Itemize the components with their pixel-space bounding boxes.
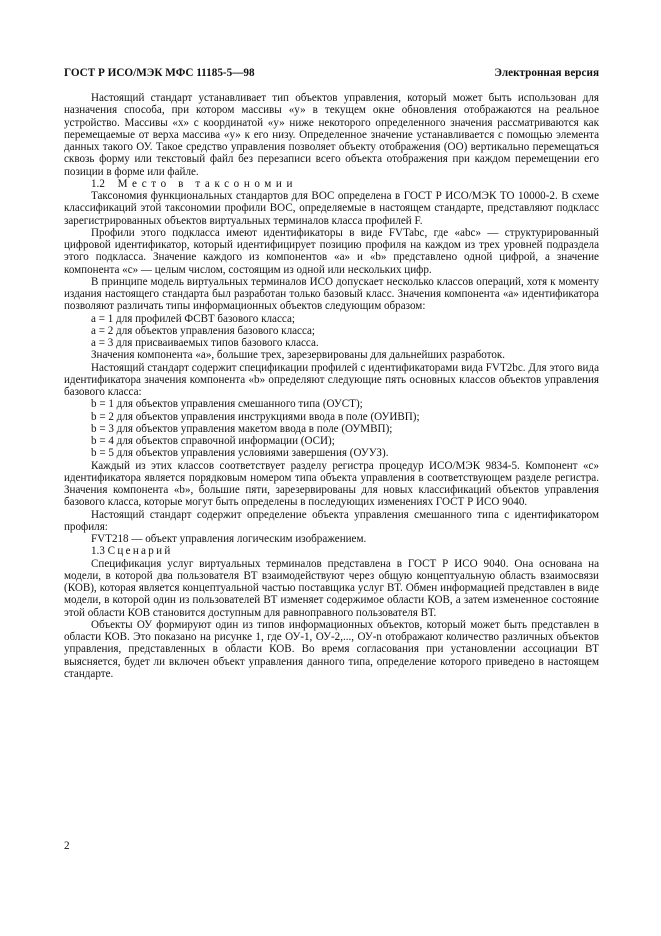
document-id: ГОСТ Р ИСО/МЭК МФС 11185-5—98 — [64, 67, 255, 79]
paragraph-taxonomy: Таксономия функциональных стандартов для ВОС определена в ГОСТ Р ИСО/МЭК ТО 10000-2. В схеме классификаций этой таксономии профили ВОС, определяемые в настоящем стандарте, представляют подкласс зарегистрированных объектов виртуальных терминалов класса профилей F. — [64, 190, 599, 227]
section-heading-1-3 — [64, 545, 599, 557]
section-title: Место в таксономии — [117, 177, 297, 190]
version-label: Электронная версия — [494, 67, 599, 79]
list-item-b4: b = 4 для объектов справочной информации (ОСИ); — [91, 435, 335, 447]
page-header — [64, 67, 599, 83]
paragraph-classes: В принципе модель виртуальных терминалов ИСО допускает несколько классов операций, хотя к моменту издания настоящего стандарта был разработан только базовый класс. Значения компонента «а» идентификатора позволяют различать типы информационных объектов следующим образом: — [64, 275, 599, 313]
paragraph-fvt2bc: Настоящий стандарт содержит спецификации профилей с идентификаторами вида FVT2bc. Для этого вида идентификатора значения компонента «b» определяют следующие пять основных классов объектов управления базового класса: — [64, 361, 599, 398]
section-title: Сценарий — [107, 545, 173, 558]
paragraph-intro: Настоящий стандарт устанавливает тип объектов управления, который может быть использован для назначения способа, при котором массивы «у» в текущем окне обновления отображаются на реальное устройство. Массивы «х» с координатой «у» ниже некоторого определенного значения рассматриваются как перемещаемые от верха массива «у» к его низу. Определенное значение устанавливается с помощью элемента данных такого ОУ. Такое средство управления позволяет объекту отображения (ОО) вертикально перемещаться сквозь форму или текстовый файл без перезаписи всего объекта отображения при каждом перемещении его позиции в форме или файле. — [64, 92, 599, 178]
list-item-b5: b = 5 для объектов управления условиями завершения (ОУУЗ). — [91, 447, 389, 460]
list-item-b1: b = 1 для объектов управления смешанного типа (ОУСТ); — [91, 398, 363, 411]
list-item-fvt218: FVT218 — объект управления логическим изображением. — [91, 533, 367, 545]
paragraph-objects: Объекты ОУ формируют один из типов информационных объектов, который может быть представлен в области КОВ. Это показано на рисунке 1, где ОУ-1, ОУ-2,..., ОУ-n отображают количество различных объектов управления, представленных в области КОВ. Во время согласования при установлении ассоциации ВТ выясняется, будет ли включен объект управления данного типа, определение которого приведено в настоящем стандарте. — [64, 618, 599, 680]
list-item-a3: а = 3 для присваиваемых типов базового класса. — [91, 337, 319, 349]
paragraph-identifiers: Профили этого подкласса имеют идентификаторы в виде FVTabc, где «abc» — структурированный цифровой идентификатор, который идентифицирует позицию профиля на каждом из трех уровней подраздела этого подкласса. Значение каждого из компонентов «а» и «b» представлено одной цифрой, а значение компонента «с» — целым числом, состоящим из одной или нескольких цифр. — [64, 226, 599, 276]
list-item-a1: а = 1 для профилей ФСВТ базового класса; — [91, 312, 295, 325]
paragraph-scenario: Спецификация услуг виртуальных терминалов представлена в ГОСТ Р ИСО 9040. Она основана на модели, в которой два пользователя ВТ взаимодействуют через общую концептуальную область взаимосвязи (КОВ), которая является концептуальной частью поставщика услуг ВТ. Обмен информацией представлен в виде модели, в которой один из пользователей ВТ изменяет содержимое области КОВ, а затем измененное состояние этой области КОВ становится доступным для равноправного пользователя ВТ. — [64, 557, 599, 619]
section-heading-1-2 — [64, 178, 599, 190]
paragraph-definition: Настоящий стандарт содержит определение объекта управления смешанного типа с идентификатором профиля: — [64, 508, 599, 533]
section-number: 1.2 — [91, 177, 105, 190]
page-number: 2 — [64, 840, 70, 852]
section-number: 1.3 — [91, 545, 105, 558]
list-item-b2: b = 2 для объектов управления инструкциями ввода в поле (ОУИВП); — [91, 410, 420, 423]
paragraph-reserved-a: Значения компонента «а», большие трех, зарезервированы для дальнейших разработок. — [91, 349, 506, 362]
paragraph-register: Каждый из этих классов соответствует разделу регистра процедур ИСО/МЭК 9834-5. Компонент «с» идентификатора является порядковым номером типа объекта управления в соответствующем разделе регистра. Значения компонента «b», большие пяти, зарезервированы для новых классификаций объектов управления базового класса, которые могут быть определены в последующих изменениях ГОСТ Р ИСО 9040. — [64, 459, 599, 509]
list-item-a2: а = 2 для объектов управления базового класса; — [91, 324, 316, 337]
list-item-b3: b = 3 для объектов управления макетом ввода в поле (ОУМВП); — [91, 422, 393, 435]
document-body — [64, 92, 599, 680]
